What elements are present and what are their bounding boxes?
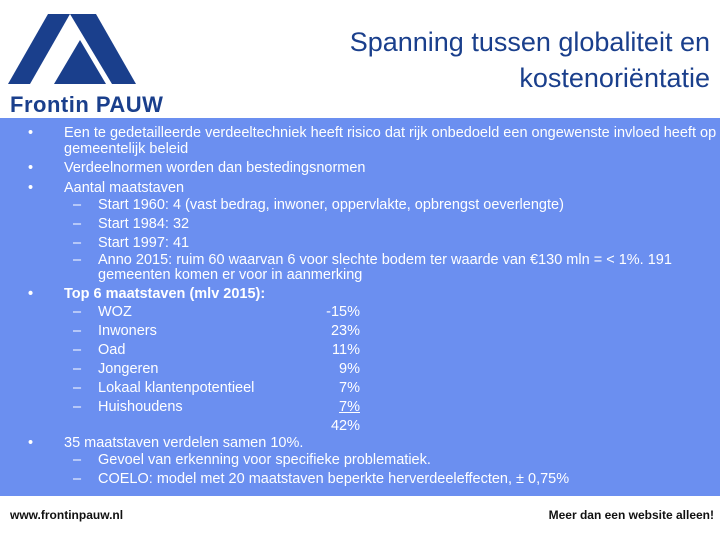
top6-value: -15% [326,303,360,320]
top6-total-row [0,417,720,436]
top6-label: – Oad [98,341,126,358]
sub-bullet-item: – Gevoel van erkenning voor specifieke problematiek. [0,451,720,470]
sub-bullet-item: – Anno 2015: ruim 60 waarvan 6 voor slechte bodem ter waarde van €130 mln = < 1%. 191 gemeenten komen er voor in aanmerking [0,253,720,283]
content-panel [0,118,720,496]
logo-mark-icon [4,8,144,92]
top6-label: – WOZ [98,303,132,320]
top6-row [0,303,720,322]
bullet-item: • Verdeelnormen worden dan bestedingsnormen [0,161,720,177]
top6-label: – Huishoudens [98,398,183,415]
sub-bullet-item: – Start 1984: 32 [0,215,720,234]
top6-value: 7% [339,379,360,396]
top6-value: 7% [339,398,360,415]
top6-value: 9% [339,360,360,377]
top6-label: – Inwoners [98,322,157,339]
sub-bullet-item: – Start 1997: 41 [0,234,720,253]
top6-total: 42% [330,417,360,434]
top6-value: 11% [332,341,360,358]
sub-bullet-item: – COELO: model met 20 maatstaven beperkte herverdeeleffecten, ± 0,75% [0,470,720,489]
top6-row [0,379,720,398]
top6-row [0,360,720,379]
top6-value: 23% [330,322,360,339]
top6-row [0,341,720,360]
top6-label: – Lokaal klantenpotentieel [98,379,255,396]
bullet-item: • Een te gedetailleerde verdeeltechniek heeft risico dat rijk onbedoeld een ongewenste invloed heeft op gemeentelijk beleid [0,126,720,157]
top6-label: – Jongeren [98,360,159,377]
top6-row [0,398,720,417]
bullet-item: • Top 6 maatstaven (mlv 2015): [0,287,720,303]
slide-title: Spanning tussen globaliteit en kostenoriëntatie [349,27,710,93]
top6-row [0,322,720,341]
brand-logo [4,8,164,117]
bullet-item: • Aantal maatstaven [0,181,720,197]
bullet-item: • 35 maatstaven verdelen samen 10%. [0,436,720,452]
sub-bullet-item: – Start 1960: 4 (vast bedrag, inwoner, oppervlakte, opbrengst oeverlengte) [0,196,720,215]
footer-tagline: Meer dan een website alleen! [548,508,714,522]
logo-wordmark: Frontin PAUW [10,92,164,117]
footer-url: www.frontinpauw.nl [10,508,124,522]
